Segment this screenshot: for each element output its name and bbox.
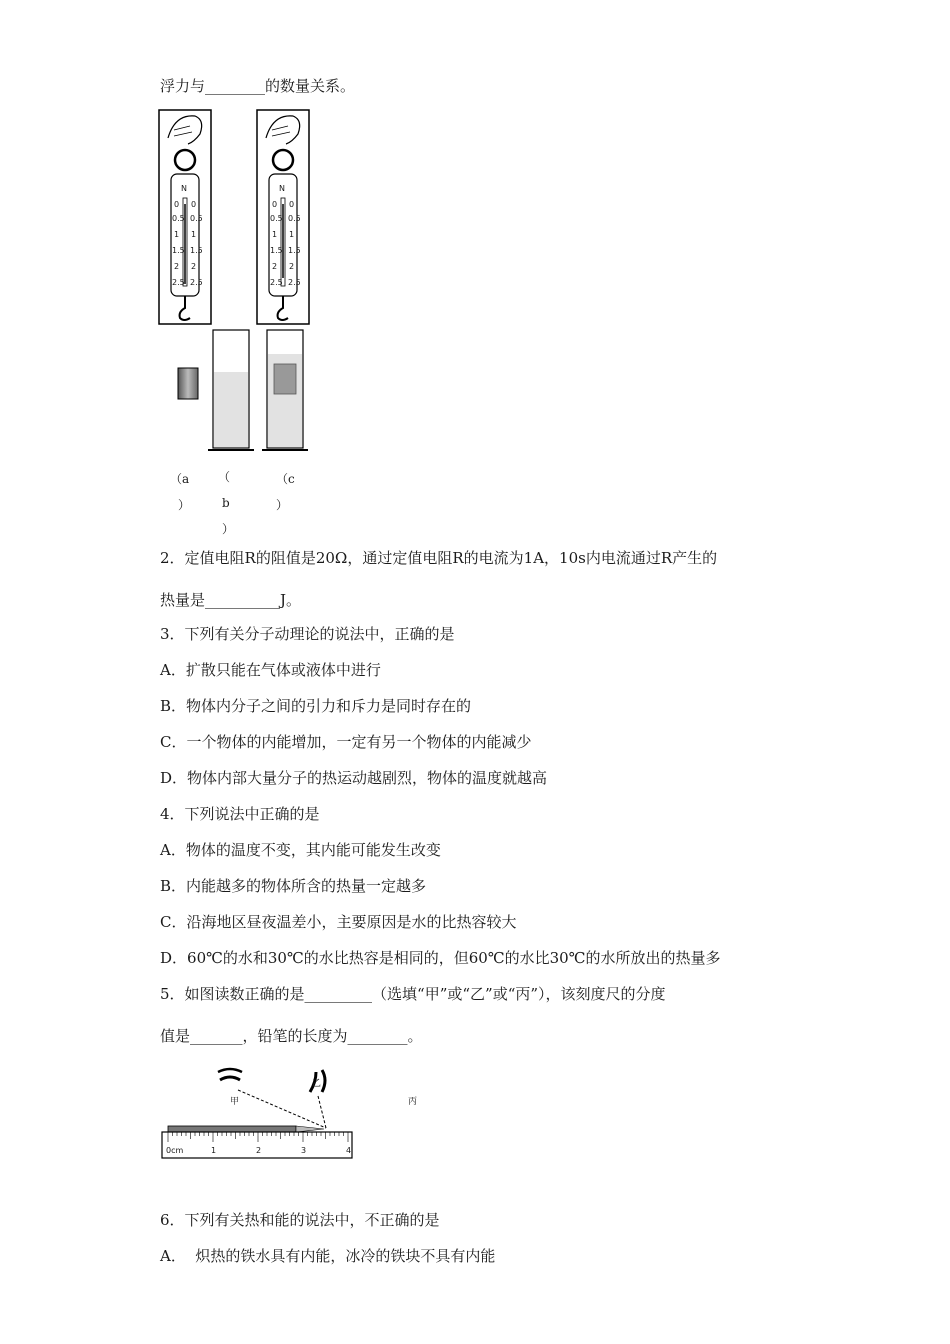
eye-label-bing: 丙 xyxy=(408,1097,418,1107)
caption-c-1: （c xyxy=(276,472,295,486)
scale-b-r0: 0 xyxy=(289,200,295,209)
caption-a-1: （a xyxy=(170,472,190,486)
caption-b-3: ） xyxy=(222,522,235,536)
scale-b-l4: 2 xyxy=(272,262,278,271)
scale-b-l0: 0 xyxy=(272,200,278,209)
scale-b-r4: 2 xyxy=(289,262,295,271)
text-line-17: A． 炽热的铁水具有内能，冰冷的铁块不具有内能 xyxy=(160,1247,496,1265)
text-line-9: 4．下列说法中正确的是 xyxy=(160,805,320,823)
text-line-8: D．物体内部大量分子的热运动越剧烈，物体的温度就越高 xyxy=(160,769,548,787)
scale-b-l5: 2.5 xyxy=(270,278,283,287)
unit-label-a: N xyxy=(181,184,187,193)
scale-a-l5: 2.5 xyxy=(172,278,185,287)
text-line-12: C．沿海地区昼夜温差小，主要原因是水的比热容较大 xyxy=(160,913,517,931)
scale-a-l2: 1 xyxy=(174,230,180,239)
text-line-10: A．物体的温度不变，其内能可能发生改变 xyxy=(160,841,441,859)
text-line-11: B．内能越多的物体所含的热量一定越多 xyxy=(160,877,427,895)
caption-c-2: ） xyxy=(276,498,289,512)
scale-a-r0: 0 xyxy=(191,200,197,209)
eye-label-yi: 乙 xyxy=(312,1079,322,1089)
scale-b-r5: 2.5 xyxy=(288,278,301,287)
ruler-label-4: 4 xyxy=(346,1146,352,1155)
unit-label-b: N xyxy=(279,184,285,193)
scale-a-l4: 2 xyxy=(174,262,180,271)
text-line-1: 浮力与________的数量关系。 xyxy=(160,77,356,95)
ruler-reading-figure xyxy=(158,1064,418,1164)
text-line-4: 3．下列有关分子动理论的说法中，正确的是 xyxy=(160,625,455,643)
text-line-2: 2．定值电阻R的阻值是20Ω，通过定值电阻R的电流为1A，10s内电流通过R产生的 xyxy=(160,549,718,567)
scale-b-l1: 0.5 xyxy=(270,214,283,223)
scale-b-r2: 1 xyxy=(289,230,295,239)
text-line-14: 5．如图读数正确的是_________（选填“甲”或“乙”或“丙”），该刻度尺的分度 xyxy=(160,985,666,1003)
scale-a-l0: 0 xyxy=(174,200,180,209)
caption-a-2: ） xyxy=(178,498,191,512)
text-line-3: 热量是__________J。 xyxy=(160,591,302,609)
scale-a-l1: 0.5 xyxy=(172,214,185,223)
scale-b-l3: 1.5 xyxy=(270,246,283,255)
scale-a-r3: 1.5 xyxy=(190,246,203,255)
scale-a-l3: 1.5 xyxy=(172,246,185,255)
scale-a-r4: 2 xyxy=(191,262,197,271)
scale-a-r2: 1 xyxy=(191,230,197,239)
scale-a-r5: 2.5 xyxy=(190,278,203,287)
scale-a-r1: 0.5 xyxy=(190,214,203,223)
caption-b-2: b xyxy=(222,496,230,510)
scale-b-r1: 0.5 xyxy=(288,214,301,223)
ruler-label-2: 2 xyxy=(256,1146,262,1155)
text-line-16: 6．下列有关热和能的说法中，不正确的是 xyxy=(160,1211,440,1229)
text-line-5: A．扩散只能在气体或液体中进行 xyxy=(160,661,381,679)
text-line-7: C．一个物体的内能增加，一定有另一个物体的内能减少 xyxy=(160,733,532,751)
ruler-label-1: 1 xyxy=(211,1146,217,1155)
eye-label-jia: 甲 xyxy=(230,1097,240,1107)
scale-b-l2: 1 xyxy=(272,230,278,239)
ruler-label-0: 0cm xyxy=(166,1146,184,1155)
ruler-label-3: 3 xyxy=(301,1146,307,1155)
spring-scale-figure xyxy=(150,108,320,536)
spring-scale-drawing xyxy=(150,108,320,468)
text-line-13: D．60℃的水和30℃的水比热容是相同的，但60℃的水比30℃的水所放出的热量多 xyxy=(160,949,721,967)
text-line-6: B．物体内分子之间的引力和斥力是同时存在的 xyxy=(160,697,472,715)
text-line-15: 值是_______，铅笔的长度为________。 xyxy=(160,1027,423,1045)
scale-b-r3: 1.5 xyxy=(288,246,301,255)
caption-b-1: （ xyxy=(218,470,231,484)
